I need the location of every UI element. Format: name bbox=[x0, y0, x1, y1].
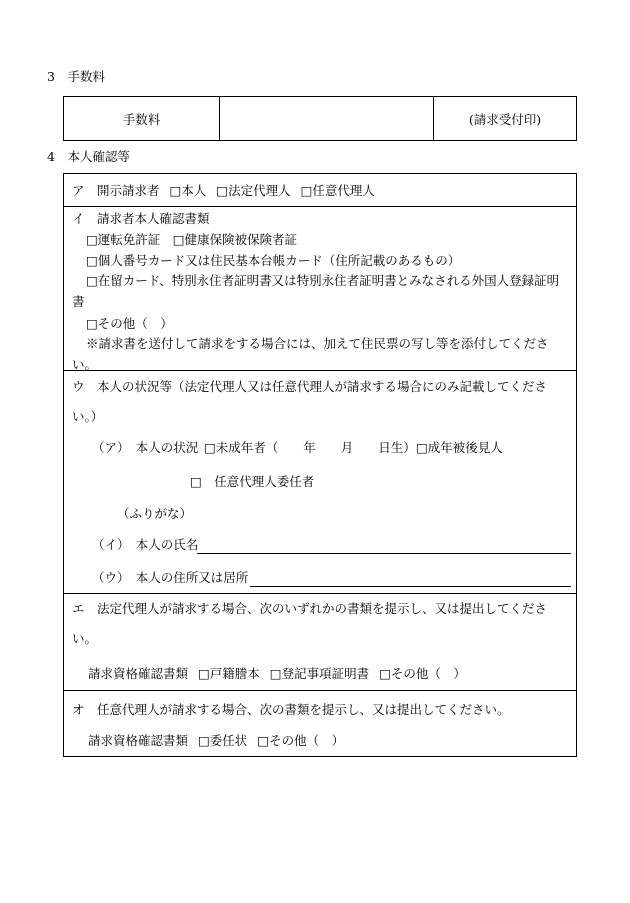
requester-type-row bbox=[72, 185, 375, 198]
divider bbox=[64, 206, 576, 207]
checkbox-adult-ward[interactable]: □成年被後見人 bbox=[416, 440, 503, 455]
divider bbox=[64, 370, 576, 371]
fee-label-cell bbox=[64, 97, 220, 140]
checkbox-registry-certificate[interactable]: □登記事項証明書 bbox=[269, 666, 370, 681]
fee-label: 手数料 bbox=[122, 111, 161, 127]
checkbox-other[interactable]: □その他（ ） bbox=[379, 666, 466, 681]
voluntary-agent-docs-row bbox=[88, 735, 344, 748]
id-docs-line1[interactable]: □運転免許証 □健康保険被保険者証 bbox=[86, 232, 298, 247]
id-docs-other[interactable]: □その他（ ） bbox=[86, 316, 173, 331]
principal-name-field[interactable] bbox=[197, 553, 571, 554]
divider bbox=[64, 690, 576, 691]
fee-value-cell[interactable] bbox=[220, 97, 434, 140]
id-docs-line3[interactable]: □在留カード、特別永住者証明書又は特別永住者証明書とみなされる外国人登録証明書 bbox=[72, 273, 560, 309]
checkbox-power-of-attorney[interactable]: □委任状 bbox=[198, 733, 248, 748]
requester-type-title: ア 開示請求者 bbox=[72, 183, 160, 198]
stamp-label: (請求受付印) bbox=[468, 111, 542, 127]
section4-heading: 4 本人確認等 bbox=[47, 149, 130, 164]
legal-agent-docs-row bbox=[88, 668, 466, 681]
stamp-cell bbox=[434, 97, 576, 140]
id-docs-line2[interactable]: □個人番号カード又は住民基本台帳カード（住所記載のあるもの） bbox=[86, 253, 461, 268]
furigana-label: （ふりがな） bbox=[117, 506, 193, 521]
section3-heading: 3 手数料 bbox=[47, 69, 105, 84]
checkbox-voluntary-agent[interactable]: □任意代理人 bbox=[300, 183, 375, 198]
voluntary-agent-docs-label: 請求資格確認書類 bbox=[88, 733, 189, 748]
identity-box bbox=[63, 173, 577, 757]
fee-table bbox=[63, 96, 577, 141]
checkbox-proxy-principal[interactable]: □ 任意代理人委任者 bbox=[190, 474, 315, 489]
checkbox-family-register[interactable]: □戸籍謄本 bbox=[198, 666, 260, 681]
checkbox-other[interactable]: □その他（ ） bbox=[257, 733, 345, 748]
checkbox-legal-agent[interactable]: □法定代理人 bbox=[216, 183, 291, 198]
checkbox-principal[interactable]: □本人 bbox=[169, 183, 207, 198]
principal-status-title: ウ 本人の状況等（法定代理人又は任意代理人が請求する場合にのみ記載してください。） bbox=[72, 379, 548, 424]
checkbox-minor[interactable]: □未成年者（ 年 月 日生） bbox=[204, 440, 416, 455]
principal-status-label: （ア） 本人の状況 bbox=[92, 440, 199, 455]
principal-address-label: （ウ） 本人の住所又は居所 bbox=[92, 570, 249, 585]
legal-agent-docs-label: 請求資格確認書類 bbox=[88, 666, 189, 681]
principal-name-label: （イ） 本人の氏名 bbox=[92, 537, 199, 552]
principal-address-field[interactable] bbox=[250, 586, 571, 587]
legal-agent-title: エ 法定代理人が請求する場合、次のいずれかの書類を提示し、又は提出してください。 bbox=[72, 601, 548, 646]
voluntary-agent-title: オ 任意代理人が請求する場合、次の書類を提示し、又は提出してください。 bbox=[72, 702, 510, 717]
id-docs-note: ※請求書を送付して請求をする場合には、加えて住民票の写し等を添付してください。 bbox=[72, 336, 549, 372]
id-docs-title: イ 請求者本人確認書類 bbox=[72, 211, 210, 226]
